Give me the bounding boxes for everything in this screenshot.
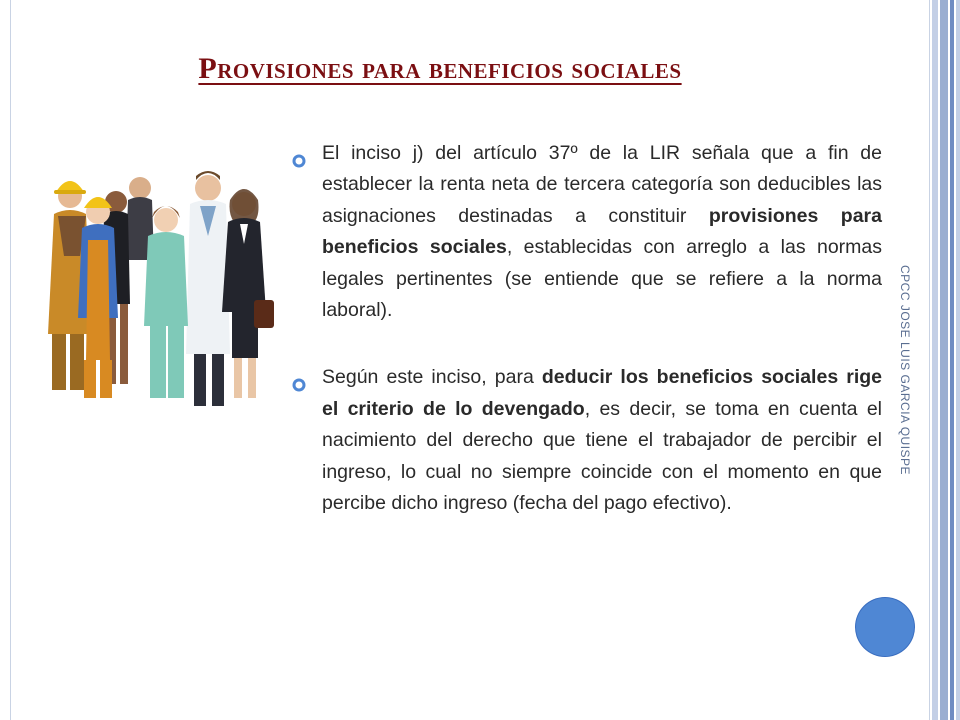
bullet-icon [292, 362, 322, 402]
worker-nurse [144, 206, 188, 404]
slide-title [60, 52, 820, 86]
decorative-circle [856, 598, 914, 656]
bullet-text [322, 362, 882, 519]
worker-woman-suit [222, 189, 274, 398]
worker-doctor-back [186, 171, 230, 406]
worker-woman-overalls [78, 197, 118, 398]
bullet-text-plain: Según este inciso, para [322, 366, 542, 389]
decorative-side-bars [930, 0, 960, 720]
bullet-item [292, 138, 882, 326]
bullet-icon [292, 138, 322, 178]
bullet-text-bold: provisiones para beneficios sociales [322, 204, 882, 259]
workers-group-illustration [40, 160, 276, 410]
bullet-item [292, 362, 882, 519]
author-side-label: CPCC JOSE LUIS GARCIA QUISPE [898, 264, 912, 476]
bullet-list [292, 138, 882, 555]
bullet-text [322, 138, 882, 326]
slide-title-text: Provisiones para beneficios sociales [198, 52, 682, 85]
bullet-text-plain: , es decir, se toma en cuenta el nacimiento del derecho que tiene el trabajador de percibir el ingreso, lo cual no siempre coincide con el momento en que percibe dicho ingreso (fecha del pago efectivo). [322, 397, 882, 515]
bullet-text-plain: , establecidas con arreglo a las normas legales pertinentes (se entiende que se refiere a la norma laboral). [322, 236, 882, 322]
bullet-text-bold: deducir los beneficios sociales rige el criterio de lo devengado [322, 366, 883, 420]
bullet-text-plain: El inciso j) del artículo 37º de la LIR señala que a fin de establecer la renta neta de tercera categoría son deducibles las asignaciones destinadas a constituir [322, 142, 882, 227]
